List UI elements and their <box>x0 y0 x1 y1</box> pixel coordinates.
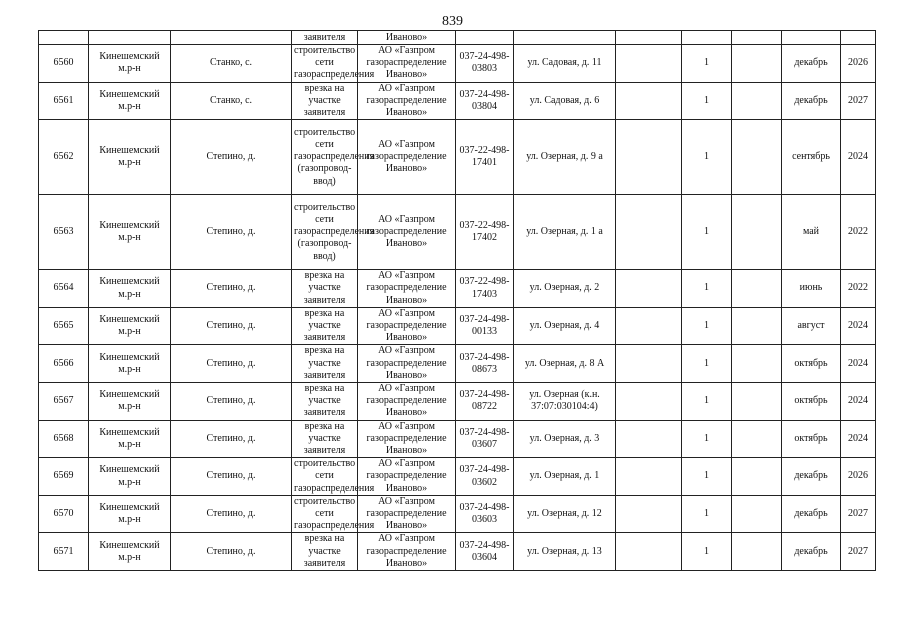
cell-locality: Степино, д. <box>171 495 292 533</box>
cell-month: декабрь <box>782 533 841 571</box>
cell-count: 1 <box>682 533 732 571</box>
cell-count: 1 <box>682 45 732 83</box>
cell-district: Кинешемский м.р-н <box>89 120 171 195</box>
table-row <box>39 533 876 571</box>
cell-empty <box>616 31 682 45</box>
cell-empty <box>732 31 782 45</box>
cell-month: октябрь <box>782 345 841 383</box>
cell-empty <box>616 45 682 83</box>
cell-organization: АО «Газпром газораспределение Иваново» <box>358 82 456 120</box>
cell-district: Кинешемский м.р-н <box>89 195 171 270</box>
table-row <box>39 383 876 421</box>
cell-work-type: строительство сети газораспределения <box>292 458 358 496</box>
cell-locality: Станко, с. <box>171 45 292 83</box>
table-row <box>39 420 876 458</box>
cell-month: декабрь <box>782 82 841 120</box>
cell-district: Кинешемский м.р-н <box>89 307 171 345</box>
cell-locality: Степино, д. <box>171 270 292 308</box>
cell-code: 037-22-498-17403 <box>456 270 514 308</box>
cell-work-type: строительство сети газораспределения <box>292 45 358 83</box>
cell-locality: Степино, д. <box>171 458 292 496</box>
table-row <box>39 82 876 120</box>
cell-count: 1 <box>682 270 732 308</box>
cell-empty <box>616 383 682 421</box>
cell-address: ул. Озерная, д. 8 А <box>514 345 616 383</box>
cell-number: 6571 <box>39 533 89 571</box>
cell-organization: АО «Газпром газораспределение Иваново» <box>358 195 456 270</box>
cell-district: Кинешемский м.р-н <box>89 82 171 120</box>
table-row <box>39 495 876 533</box>
cell-empty <box>732 533 782 571</box>
cell-empty <box>89 31 171 45</box>
table-row <box>39 458 876 496</box>
cell-code: 037-24-498-03604 <box>456 533 514 571</box>
cell-work-type: врезка на участке заявителя <box>292 307 358 345</box>
cell-empty <box>682 31 732 45</box>
cell-count: 1 <box>682 307 732 345</box>
cell-empty <box>841 31 876 45</box>
cell-count: 1 <box>682 420 732 458</box>
cell-number: 6563 <box>39 195 89 270</box>
cell-code: 037-24-498-03804 <box>456 82 514 120</box>
cell-number: 6561 <box>39 82 89 120</box>
cell-empty <box>456 31 514 45</box>
cell-district: Кинешемский м.р-н <box>89 345 171 383</box>
cell-work-type: строительство сети газораспределения (газопровод-ввод) <box>292 195 358 270</box>
cell-number: 6569 <box>39 458 89 496</box>
cell-number: 6567 <box>39 383 89 421</box>
cell-year: 2022 <box>841 195 876 270</box>
cell-work-type: врезка на участке заявителя <box>292 533 358 571</box>
cell-work-type: врезка на участке заявителя <box>292 270 358 308</box>
continuation-row <box>39 31 876 45</box>
table-row <box>39 345 876 383</box>
cell-district: Кинешемский м.р-н <box>89 270 171 308</box>
cell-empty <box>616 120 682 195</box>
cell-month: май <box>782 195 841 270</box>
cell-address: ул. Озерная (к.н. 37:07:030104:4) <box>514 383 616 421</box>
cell-empty <box>514 31 616 45</box>
cell-year: 2027 <box>841 495 876 533</box>
cell-empty <box>732 82 782 120</box>
cell-work-type: врезка на участке заявителя <box>292 345 358 383</box>
cell-empty <box>732 420 782 458</box>
cell-count: 1 <box>682 383 732 421</box>
cell-year: 2024 <box>841 383 876 421</box>
table-row <box>39 45 876 83</box>
cell-code: 037-24-498-00133 <box>456 307 514 345</box>
cell-year: 2024 <box>841 345 876 383</box>
cell-empty <box>616 533 682 571</box>
cell-code: 037-24-498-08673 <box>456 345 514 383</box>
cell-organization: Иваново» <box>358 31 456 45</box>
cell-work-type: врезка на участке заявителя <box>292 82 358 120</box>
cell-address: ул. Садовая, д. 6 <box>514 82 616 120</box>
cell-count: 1 <box>682 495 732 533</box>
page-number: 839 <box>442 14 463 29</box>
cell-empty <box>732 307 782 345</box>
cell-locality: Степино, д. <box>171 195 292 270</box>
cell-year: 2027 <box>841 82 876 120</box>
cell-organization: АО «Газпром газораспределение Иваново» <box>358 307 456 345</box>
cell-empty <box>616 195 682 270</box>
cell-empty <box>732 195 782 270</box>
cell-number: 6566 <box>39 345 89 383</box>
table-row <box>39 307 876 345</box>
cell-number: 6568 <box>39 420 89 458</box>
cell-district: Кинешемский м.р-н <box>89 45 171 83</box>
cell-organization: АО «Газпром газораспределение Иваново» <box>358 45 456 83</box>
cell-code: 037-22-498-17401 <box>456 120 514 195</box>
cell-address: ул. Озерная, д. 13 <box>514 533 616 571</box>
cell-code: 037-24-498-03803 <box>456 45 514 83</box>
cell-month: август <box>782 307 841 345</box>
cell-code: 037-24-498-03602 <box>456 458 514 496</box>
cell-year: 2024 <box>841 120 876 195</box>
registry-table <box>38 30 876 571</box>
cell-address: ул. Озерная, д. 4 <box>514 307 616 345</box>
cell-month: декабрь <box>782 458 841 496</box>
cell-district: Кинешемский м.р-н <box>89 383 171 421</box>
cell-code: 037-24-498-03603 <box>456 495 514 533</box>
cell-empty <box>732 45 782 83</box>
cell-locality: Степино, д. <box>171 307 292 345</box>
cell-count: 1 <box>682 195 732 270</box>
cell-locality: Степино, д. <box>171 533 292 571</box>
cell-organization: АО «Газпром газораспределение Иваново» <box>358 533 456 571</box>
cell-address: ул. Садовая, д. 11 <box>514 45 616 83</box>
cell-empty <box>616 270 682 308</box>
cell-work-type: врезка на участке заявителя <box>292 420 358 458</box>
cell-month: октябрь <box>782 420 841 458</box>
cell-number: 6560 <box>39 45 89 83</box>
cell-district: Кинешемский м.р-н <box>89 458 171 496</box>
cell-address: ул. Озерная, д. 9 а <box>514 120 616 195</box>
cell-address: ул. Озерная, д. 1 <box>514 458 616 496</box>
cell-locality: Степино, д. <box>171 120 292 195</box>
cell-empty <box>732 270 782 308</box>
cell-empty <box>616 345 682 383</box>
cell-organization: АО «Газпром газораспределение Иваново» <box>358 345 456 383</box>
cell-locality: Станко, с. <box>171 82 292 120</box>
cell-work-type: строительство сети газораспределения <box>292 495 358 533</box>
cell-empty <box>732 495 782 533</box>
table-body <box>39 31 876 571</box>
cell-empty <box>171 31 292 45</box>
cell-district: Кинешемский м.р-н <box>89 533 171 571</box>
cell-empty <box>732 120 782 195</box>
cell-year: 2026 <box>841 458 876 496</box>
cell-empty <box>732 383 782 421</box>
cell-year: 2026 <box>841 45 876 83</box>
cell-month: декабрь <box>782 495 841 533</box>
cell-locality: Степино, д. <box>171 345 292 383</box>
cell-count: 1 <box>682 458 732 496</box>
cell-address: ул. Озерная, д. 2 <box>514 270 616 308</box>
cell-empty <box>616 458 682 496</box>
cell-organization: АО «Газпром газораспределение Иваново» <box>358 495 456 533</box>
cell-year: 2024 <box>841 420 876 458</box>
cell-number: 6570 <box>39 495 89 533</box>
cell-code: 037-24-498-08722 <box>456 383 514 421</box>
cell-empty <box>616 495 682 533</box>
table-row <box>39 120 876 195</box>
cell-empty <box>732 345 782 383</box>
cell-address: ул. Озерная, д. 12 <box>514 495 616 533</box>
table-row <box>39 270 876 308</box>
cell-number: 6562 <box>39 120 89 195</box>
cell-year: 2027 <box>841 533 876 571</box>
table-row <box>39 195 876 270</box>
cell-number: 6565 <box>39 307 89 345</box>
cell-number: 6564 <box>39 270 89 308</box>
cell-code: 037-22-498-17402 <box>456 195 514 270</box>
cell-organization: АО «Газпром газораспределение Иваново» <box>358 120 456 195</box>
cell-empty <box>782 31 841 45</box>
cell-empty <box>616 420 682 458</box>
cell-empty <box>732 458 782 496</box>
cell-district: Кинешемский м.р-н <box>89 420 171 458</box>
cell-organization: АО «Газпром газораспределение Иваново» <box>358 420 456 458</box>
cell-count: 1 <box>682 82 732 120</box>
cell-locality: Степино, д. <box>171 420 292 458</box>
cell-work-type: строительство сети газораспределения (газопровод-ввод) <box>292 120 358 195</box>
cell-organization: АО «Газпром газораспределение Иваново» <box>358 270 456 308</box>
cell-month: октябрь <box>782 383 841 421</box>
cell-work-type: заявителя <box>292 31 358 45</box>
cell-month: декабрь <box>782 45 841 83</box>
cell-count: 1 <box>682 345 732 383</box>
cell-organization: АО «Газпром газораспределение Иваново» <box>358 458 456 496</box>
cell-code: 037-24-498-03607 <box>456 420 514 458</box>
cell-count: 1 <box>682 120 732 195</box>
cell-district: Кинешемский м.р-н <box>89 495 171 533</box>
cell-work-type: врезка на участке заявителя <box>292 383 358 421</box>
cell-locality: Степино, д. <box>171 383 292 421</box>
cell-empty <box>616 82 682 120</box>
cell-address: ул. Озерная, д. 3 <box>514 420 616 458</box>
cell-month: июнь <box>782 270 841 308</box>
cell-month: сентябрь <box>782 120 841 195</box>
cell-year: 2022 <box>841 270 876 308</box>
cell-empty <box>616 307 682 345</box>
cell-year: 2024 <box>841 307 876 345</box>
cell-empty <box>39 31 89 45</box>
cell-address: ул. Озерная, д. 1 а <box>514 195 616 270</box>
cell-organization: АО «Газпром газораспределение Иваново» <box>358 383 456 421</box>
